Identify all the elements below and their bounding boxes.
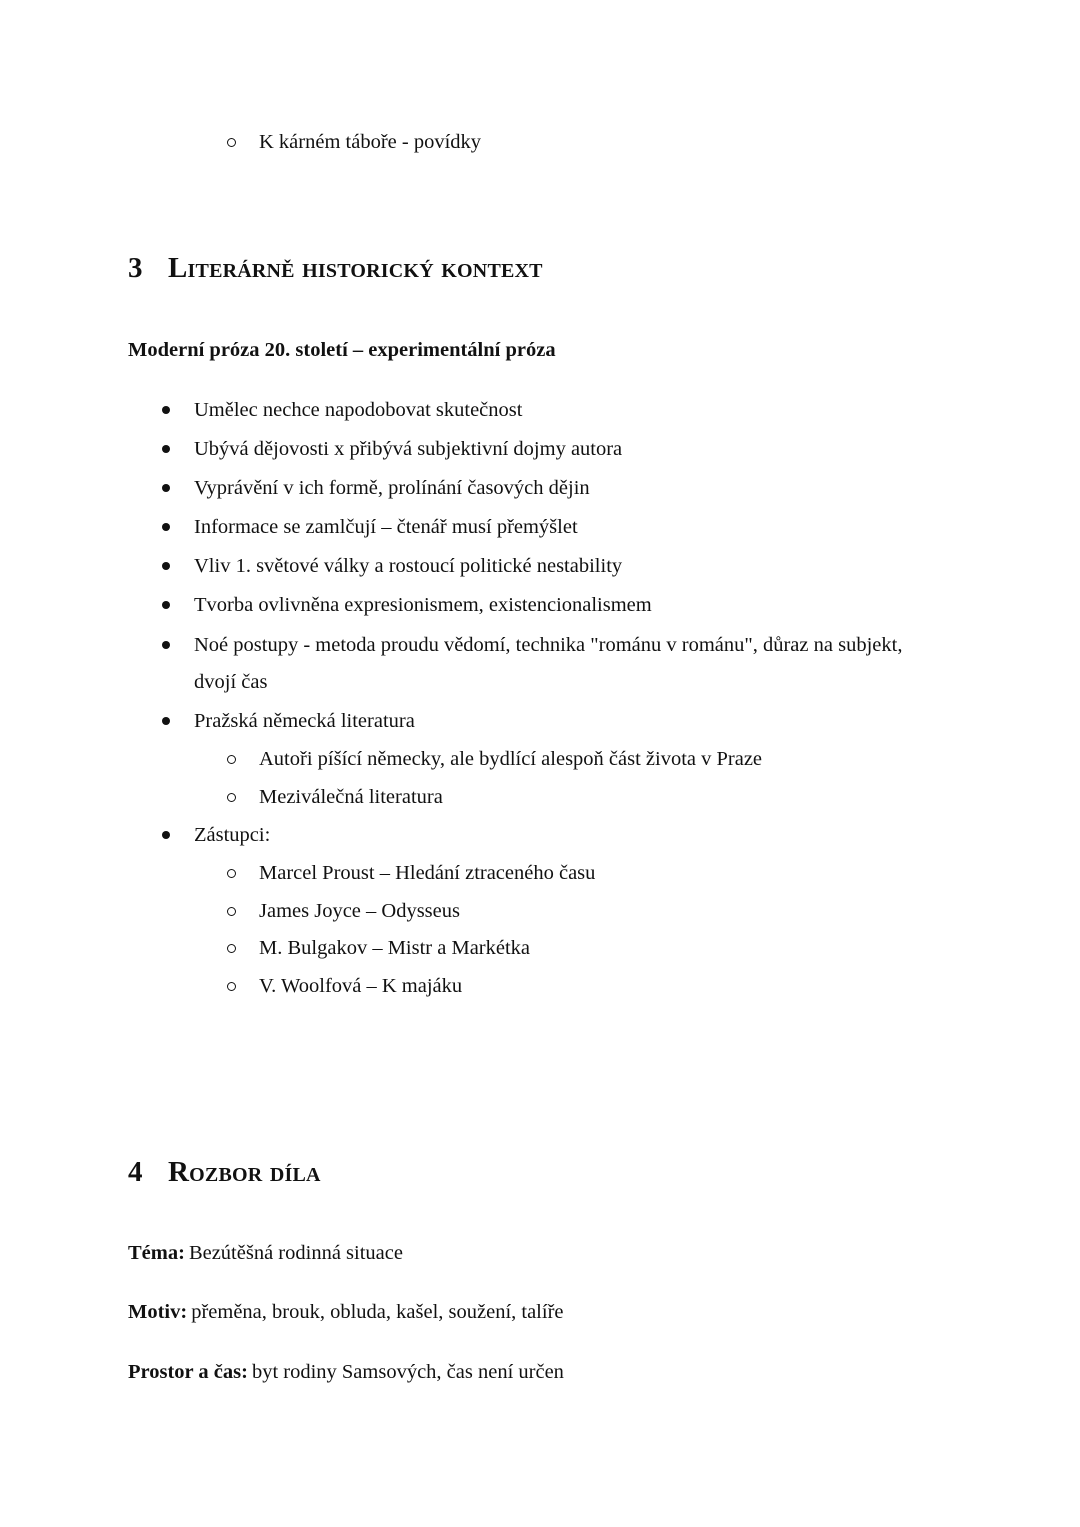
list-item-continuation: dvojí čas	[194, 671, 268, 693]
field-value: přeměna, brouk, obluda, kašel, soužení, talíře	[191, 1301, 564, 1323]
bullet-icon	[162, 641, 170, 649]
field-prostor-a-cas	[128, 1360, 564, 1384]
sub-list-item: V. Woolfová – K majáku	[259, 975, 463, 997]
field-label: Téma:	[128, 1242, 185, 1264]
list-item: K kárném táboře - povídky	[259, 131, 482, 153]
circle-bullet-icon	[227, 982, 236, 991]
list-item: Umělec nechce napodobovat skutečnost	[194, 399, 523, 421]
section-title: Literárně historický kontext	[168, 252, 543, 284]
circle-bullet-icon	[227, 869, 236, 878]
bullet-icon	[162, 523, 170, 531]
sub-list-item: Marcel Proust – Hledání ztraceného času	[259, 862, 596, 884]
field-motiv	[128, 1300, 564, 1324]
sub-list-item: Autoři píšící německy, ale bydlící alespoň část života v Praze	[259, 748, 763, 770]
field-tema	[128, 1241, 403, 1265]
list-item: Vyprávění v ich formě, prolínání časových dějin	[194, 477, 590, 499]
list-item: Pražská německá literatura	[194, 710, 415, 732]
section-title: Rozbor díla	[168, 1156, 321, 1188]
section-number: 4	[128, 1156, 143, 1188]
list-item: Informace se zamlčují – čtenář musí přemýšlet	[194, 516, 578, 538]
bullet-icon	[162, 717, 170, 725]
list-item: Ubývá dějovosti x přibývá subjektivní dojmy autora	[194, 438, 623, 460]
sub-list-item: James Joyce – Odysseus	[259, 900, 460, 922]
bullet-icon	[162, 601, 170, 609]
list-item: Noé postupy - metoda proudu vědomí, technika "románu v románu", důraz na subjekt,	[194, 634, 903, 656]
sub-list-item: M. Bulgakov – Mistr a Markétka	[259, 937, 531, 959]
list-item: Zástupci:	[194, 824, 271, 846]
list-item: Tvorba ovlivněna expresionismem, existencionalismem	[194, 594, 652, 616]
bullet-icon	[162, 484, 170, 492]
list-item: Vliv 1. světové války a rostoucí politické nestability	[194, 555, 623, 577]
circle-bullet-icon	[227, 907, 236, 916]
bullet-icon	[162, 445, 170, 453]
circle-bullet-icon	[227, 944, 236, 953]
bullet-icon	[162, 406, 170, 414]
circle-bullet-icon	[227, 793, 236, 802]
bullet-icon	[162, 562, 170, 570]
field-value: Bezútěšná rodinná situace	[188, 1242, 403, 1264]
bullet-icon	[162, 831, 170, 839]
circle-bullet-icon	[227, 755, 236, 764]
field-label: Motiv:	[128, 1301, 188, 1323]
circle-bullet-icon	[227, 138, 236, 147]
subheading: Moderní próza 20. století – experimentální próza	[128, 339, 556, 361]
field-value: byt rodiny Samsových, čas není určen	[251, 1361, 564, 1383]
section-number: 3	[128, 252, 143, 284]
sub-list-item: Meziválečná literatura	[259, 786, 443, 808]
field-label: Prostor a čas:	[128, 1361, 248, 1383]
